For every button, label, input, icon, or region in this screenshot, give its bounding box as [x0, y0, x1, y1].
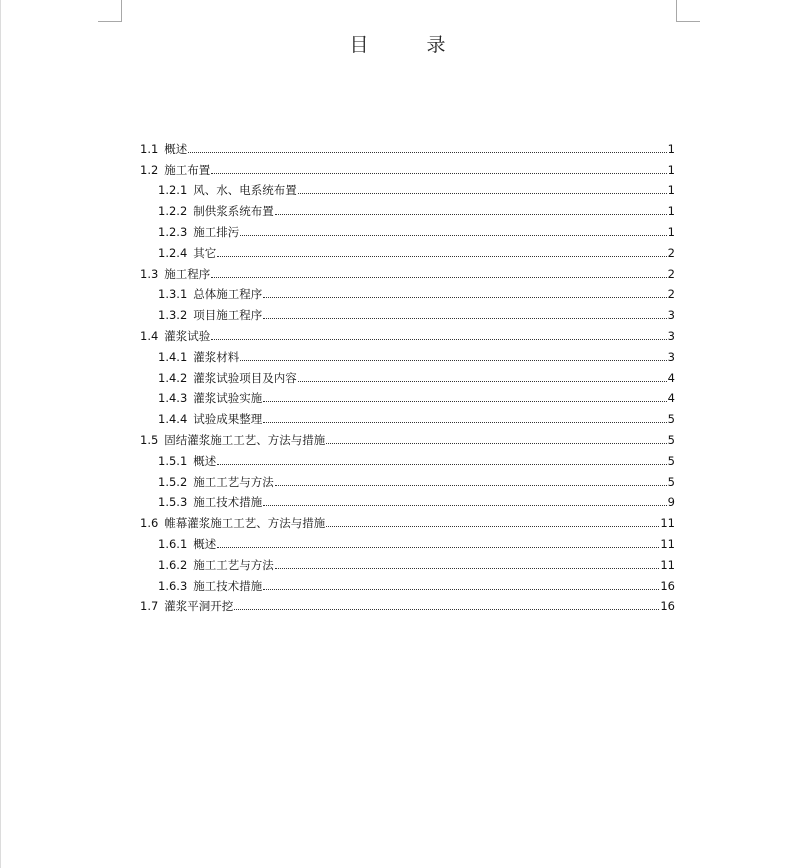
toc-entry-page: 4	[667, 370, 675, 385]
page-title: 目 录	[349, 34, 472, 56]
toc-entry-page: 3	[667, 308, 675, 323]
toc-entry-page: 1	[667, 183, 675, 198]
toc-leader-dots	[240, 360, 666, 361]
toc-entry[interactable]	[140, 468, 675, 489]
toc-entry-page: 11	[660, 557, 675, 572]
toc-entry-page: 11	[660, 516, 675, 531]
toc-entry-number: 1.3.2	[158, 308, 188, 323]
toc-leader-dots	[234, 609, 659, 610]
toc-entry-page: 11	[660, 536, 675, 551]
toc-entry-label: 概述	[193, 536, 217, 551]
toc-entry-label: 灌浆平洞开挖	[164, 599, 234, 614]
toc-entry[interactable]	[140, 572, 675, 593]
toc-entry[interactable]	[140, 218, 675, 239]
toc-entry[interactable]	[140, 156, 675, 177]
toc-leader-dots	[188, 152, 666, 153]
toc-entry-page: 2	[667, 287, 675, 302]
toc-entry-label: 帷幕灌浆施工工艺、方法与措施	[164, 516, 326, 531]
toc-leader-dots	[326, 526, 659, 527]
toc-entry-number: 1.4.3	[158, 391, 188, 406]
toc-entry-page: 16	[660, 599, 675, 614]
toc-entry-label: 施工排污	[193, 224, 240, 239]
toc-entry-number: 1.5.2	[158, 474, 188, 489]
toc-entry-label: 其它	[193, 245, 217, 260]
toc-entry[interactable]	[140, 281, 675, 302]
toc-entry-label: 灌浆试验	[164, 328, 211, 343]
toc-entry[interactable]	[140, 239, 675, 260]
toc-entry-page: 5	[667, 474, 675, 489]
toc-entry-page: 1	[667, 204, 675, 219]
toc-entry[interactable]	[140, 530, 675, 551]
toc-entry-page: 2	[667, 245, 675, 260]
toc-entry-number: 1.5.1	[158, 453, 188, 468]
toc-entry[interactable]	[140, 364, 675, 385]
toc-leader-dots	[217, 256, 666, 257]
toc-leader-dots	[211, 173, 666, 174]
toc-entry-page: 5	[667, 453, 675, 468]
toc-entry-number: 1.7	[140, 599, 159, 614]
toc-entry-number: 1.3.1	[158, 287, 188, 302]
toc-entry-number: 1.4	[140, 328, 159, 343]
toc-entry[interactable]	[140, 405, 675, 426]
toc-entry-number: 1.6.2	[158, 557, 188, 572]
toc-entry-number: 1.4.2	[158, 370, 188, 385]
toc-entry-label: 项目施工程序	[193, 308, 263, 323]
toc-entry-number: 1.2.4	[158, 245, 188, 260]
toc-entry-label: 制供浆系统布置	[193, 204, 274, 219]
toc-entry-label: 总体施工程序	[193, 287, 263, 302]
toc-leader-dots	[275, 568, 660, 569]
margin-corner-mark	[676, 21, 700, 22]
toc-entry-page: 9	[667, 495, 675, 510]
toc-entry-page: 2	[667, 266, 675, 281]
toc-entry-label: 灌浆试验项目及内容	[193, 370, 297, 385]
toc-entry-number: 1.2.1	[158, 183, 188, 198]
margin-corner-mark	[98, 21, 122, 22]
toc-entry[interactable]	[140, 385, 675, 406]
toc-entry-number: 1.5	[140, 432, 159, 447]
toc-entry-number: 1.2.3	[158, 224, 188, 239]
toc-entry-label: 试验成果整理	[193, 412, 263, 427]
toc-leader-dots	[263, 297, 666, 298]
toc-leader-dots	[240, 235, 666, 236]
toc-entry-page: 4	[667, 391, 675, 406]
toc-entry[interactable]	[140, 593, 675, 614]
toc-entry[interactable]	[140, 343, 675, 364]
toc-entry-label: 施工工艺与方法	[193, 474, 274, 489]
toc-entry-label: 概述	[164, 141, 188, 156]
toc-entry-label: 施工程序	[164, 266, 211, 281]
toc-leader-dots	[298, 381, 667, 382]
toc-entry-number: 1.4.4	[158, 412, 188, 427]
toc-entry-label: 施工技术措施	[193, 578, 263, 593]
toc-entry-page: 5	[667, 412, 675, 427]
toc-leader-dots	[263, 318, 666, 319]
toc-entry-page: 5	[667, 432, 675, 447]
toc-entry-number: 1.2	[140, 162, 159, 177]
toc-entry-number: 1.5.3	[158, 495, 188, 510]
toc-entry-label: 固结灌浆施工工艺、方法与措施	[164, 432, 326, 447]
toc-entry[interactable]	[140, 260, 675, 281]
toc-entry[interactable]	[140, 135, 675, 156]
toc-entry-number: 1.3	[140, 266, 159, 281]
toc-entry-page: 3	[667, 328, 675, 343]
toc-entry-number: 1.2.2	[158, 204, 188, 219]
toc-entry-page: 1	[667, 224, 675, 239]
toc-entry-label: 施工工艺与方法	[193, 557, 274, 572]
toc-entry-label: 风、水、电系统布置	[193, 183, 297, 198]
toc-entry[interactable]	[140, 177, 675, 198]
toc-entry-page: 1	[667, 141, 675, 156]
toc-entry-number: 1.6.1	[158, 536, 188, 551]
page-edge	[0, 0, 1, 868]
toc-entry[interactable]	[140, 551, 675, 572]
toc-entry-label: 概述	[193, 453, 217, 468]
toc-leader-dots	[217, 547, 659, 548]
toc-entry-page: 1	[667, 162, 675, 177]
toc-entry-number: 1.4.1	[158, 349, 188, 364]
toc-leader-dots	[275, 485, 667, 486]
toc-leader-dots	[326, 443, 666, 444]
toc-entry-label: 施工技术措施	[193, 495, 263, 510]
toc-entry[interactable]	[140, 426, 675, 447]
toc-entry[interactable]	[140, 489, 675, 510]
toc-entry[interactable]	[140, 509, 675, 530]
toc-leader-dots	[298, 193, 667, 194]
toc-entry-label: 灌浆试验实施	[193, 391, 263, 406]
toc-leader-dots	[263, 401, 666, 402]
toc-entry-page: 3	[667, 349, 675, 364]
toc-entry-page: 16	[660, 578, 675, 593]
toc-leader-dots	[263, 589, 659, 590]
toc-entry-label: 灌浆材料	[193, 349, 240, 364]
toc-entry[interactable]	[140, 197, 675, 218]
toc-entry[interactable]	[140, 322, 675, 343]
toc-entry-label: 施工布置	[164, 162, 211, 177]
toc-leader-dots	[217, 464, 666, 465]
toc-leader-dots	[211, 277, 666, 278]
toc-leader-dots	[211, 339, 666, 340]
toc-leader-dots	[263, 505, 666, 506]
toc-entry-number: 1.6.3	[158, 578, 188, 593]
table-of-contents	[140, 135, 675, 613]
toc-leader-dots	[263, 422, 666, 423]
toc-entry-number: 1.1	[140, 141, 159, 156]
margin-corner-mark	[121, 0, 122, 21]
toc-leader-dots	[275, 214, 667, 215]
toc-entry-number: 1.6	[140, 516, 159, 531]
margin-corner-mark	[676, 0, 677, 21]
toc-entry[interactable]	[140, 447, 675, 468]
toc-entry[interactable]	[140, 301, 675, 322]
